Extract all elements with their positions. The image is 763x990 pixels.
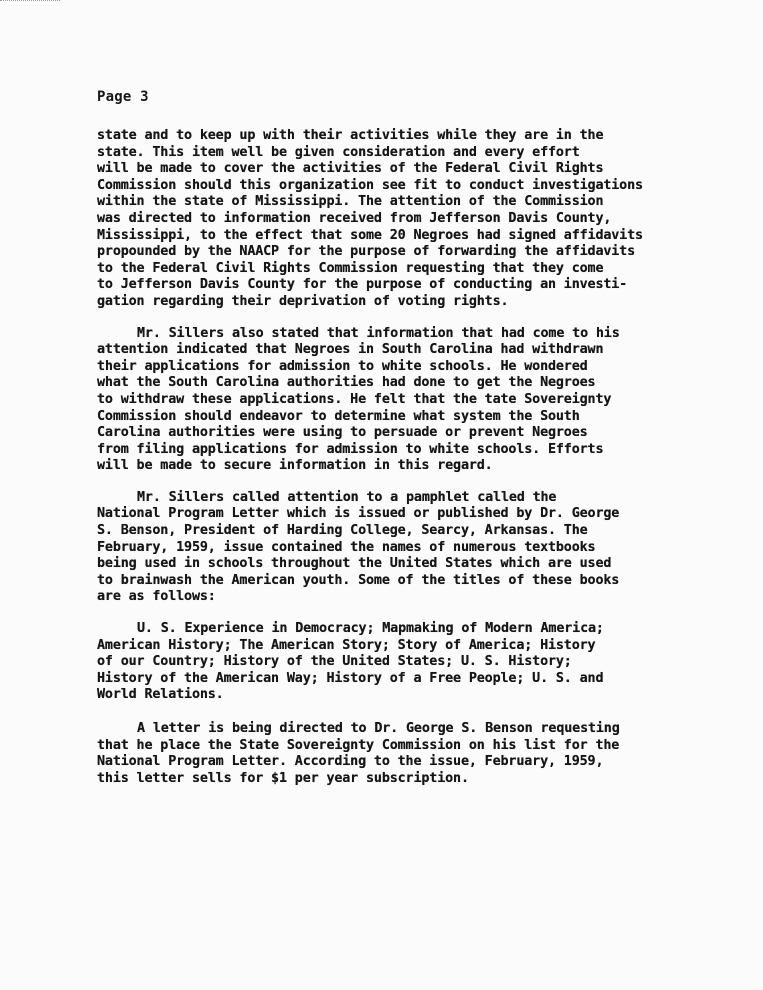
paragraph-south-carolina: Mr. Sillers also stated that information that had come to his attention indicated that Negroes in South Carolina had withdrawn their applications for admission to white schools. He wondered what the South Carolina authorities had done to get the Negroes to withdraw these applications. He felt that the tate Sovereignty Commission should endeavor to determine what system the South Carolina authorities were using to persuade or prevent Negroes from filing applications for admission to white schools. Efforts will be made to secure information in this regard.: [97, 325, 620, 474]
paragraph-national-program-letter: Mr. Sillers called attention to a pamphlet called the National Program Letter which is issued or published by Dr. George S. Benson, President of Harding College, Searcy, Arkansas. The February, 1959, issue contained the names of numerous textbooks being used in schools throughout the United States which are used to brainwash the American youth. Some of the titles of these books are as follows:: [97, 489, 620, 605]
page-number: Page 3: [97, 89, 149, 105]
scan-corner-mark: [0, 0, 60, 3]
paragraph-letter-to-benson: A letter is being directed to Dr. George S. Benson requesting that he place the State Sovereignty Commission on his list for the National Program Letter. According to the issue, February, 1959, this letter sells for $1 per year subscription.: [97, 721, 620, 786]
paragraph-textbook-titles: U. S. Experience in Democracy; Mapmaking of Modern America; American History; The American Story; Story of America; History of our Country; History of the United States; U. S. History; History of the American Way; History of a Free People; U. S. and World Relations.: [97, 621, 604, 703]
paragraph-commission-activities: state and to keep up with their activities while they are in the state. This item well be given consideration and every effort will be made to cover the activities of the Federal Civil Rights Commission should this organization see fit to conduct investigations within the state of Mississippi. The attention of the Commission was directed to information received from Jefferson Davis County, Mississippi, to the effect that some 20 Negroes had signed affidavits propounded by the NAACP for the purpose of forwarding the affidavits to the Federal Civil Rights Commission requesting that they come to Jefferson Davis County for the purpose of conducting an investi- gation regarding their deprivation of voting rights.: [97, 128, 643, 309]
document-body: [97, 128, 719, 787]
